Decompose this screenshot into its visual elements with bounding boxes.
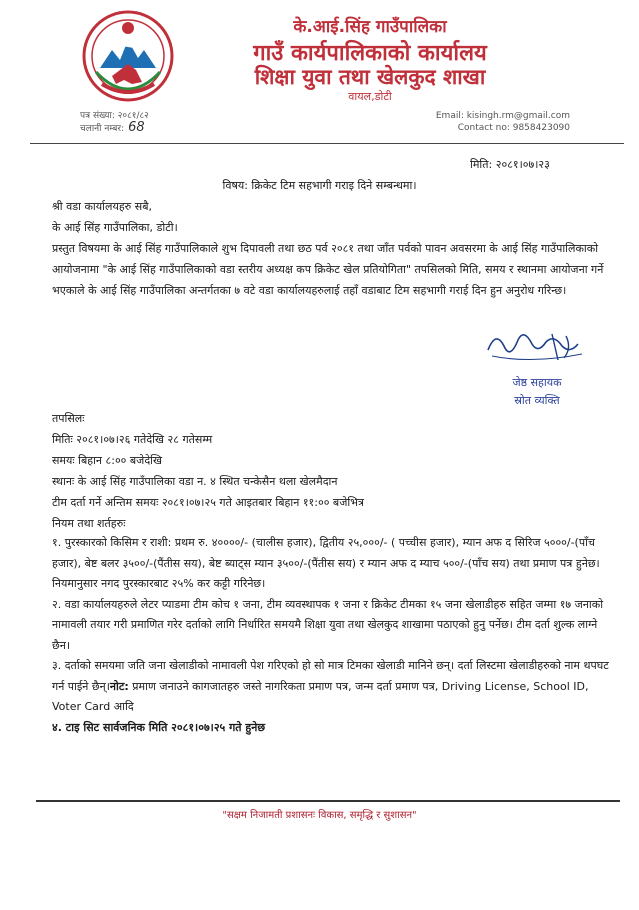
org-name: के.आई.सिंह गाउँपालिका bbox=[293, 17, 447, 37]
office-location: वायल,डोटी bbox=[348, 90, 392, 103]
rule-3-note: प्रमाण जनाउने कागजातहरु जस्ते नागरिकता प्रमाण पत्र, जन्म दर्ता प्रमाण पत्र, Driving License, School ID, Voter Card आदि bbox=[52, 679, 589, 713]
signature-label-1: जेष्ठ सहायक bbox=[512, 376, 562, 389]
contact-info bbox=[420, 110, 570, 134]
contact-number: Contact no: 9858423090 bbox=[457, 123, 570, 133]
footer-slogan: "सक्षम निजामती प्रशासनः विकास, समृद्धि र सुशासन" bbox=[222, 810, 417, 821]
detail-venue: स्थानः के आई सिंह गाउँपालिका वडा न. ४ स्थित चन्केसैन थला खेलमैदान bbox=[52, 475, 338, 488]
subject-line: विषय: क्रिकेट टिम सहभागी गराइ दिने सम्बन्धमा। bbox=[222, 179, 417, 192]
footer-divider bbox=[36, 800, 620, 802]
rules-list bbox=[52, 533, 614, 738]
header-divider bbox=[30, 143, 624, 144]
branch-name: शिक्षा युवा तथा खेलकुद शाखा bbox=[254, 65, 486, 89]
addressee-line-1: श्री वडा कार्यालयहरु सबै, bbox=[52, 200, 152, 213]
rule-3 bbox=[52, 656, 614, 718]
letter-reference bbox=[80, 110, 149, 135]
patra-sankhya: पत्र संख्या: २०८१/८२ bbox=[80, 111, 149, 121]
detail-time: समयः बिहान ८:०० बजेदेखि bbox=[52, 454, 163, 467]
rule-3-text: ३. दर्ताको समयमा जति जना खेलाडीको नामावली पेश गरिएको हो सो मात्र टिमका खेलाडी मानिने छन्। दर्ता लिस्टमा खेलाडीहरुको नाम थपघट गर्न पाईने छैन्। bbox=[52, 659, 609, 693]
details-block bbox=[52, 408, 612, 534]
rule-2: २. वडा कार्यालयहरुले लेटर प्याडमा टीम कोच १ जना, टीम व्यवस्थापक १ जना र क्रिकेट टीमका १५ जना खेलाडीहरु सहित जम्मा १७ जनाको नामावली तयार गरी प्रमाणित गरेर दर्ताको लागि निर्धारित समयमै शिक्षा युवा तथा खेलकुद शाखामा पठाएको हुनु पर्नेछ। टीम दर्ता शुल्क लाग्ने छैन। bbox=[52, 597, 604, 652]
rule-1: १. पुरस्कारको किसिम र राशी: प्रथम रु. ४००००/- (चालीस हजार), द्वितीय २५,०००/- ( पच्चीस हजार), म्यान अफ द सिरिज ५०००/-(पाँच हजार), बेष्ट बलर ३५००/-(पैंतीस सय), बेष्ट ब्याट्स म्यान ३५००/-(पैंतीस सय) र म्यान अफ द म्याच ५००/-(पाँच सय) तथा प्रमाण पत्र हुनेछ। नियमानुसार नगद पुरस्कारबाट २५% कर कट्टी गरिनेछ। bbox=[52, 536, 600, 590]
chalani-number bbox=[80, 122, 149, 135]
chalani-value: 68 bbox=[128, 120, 145, 135]
chalani-label: चलानी नम्बर: bbox=[80, 124, 125, 134]
rule-3-note-label: नोट: bbox=[109, 679, 129, 693]
rules-heading: नियम तथा शर्तहरुः bbox=[52, 517, 126, 530]
body-paragraph: प्रस्तुत विषयमा के आई सिंह गाउँपालिकाले शुभ दिपावली तथा छठ पर्व २०८१ तथा जाँत पर्वको पावन अवसरमा के आई सिंह गाउँपालिकाको आयोजनामा "के आई सिंह गाउँपालिकाको वडा स्तरीय अध्यक्ष कप क्रिकेट खेल प्रतियोगिता" तपसिलको मिति, समय र स्थानमा आयोजना गर्ने भएकाले के आई सिंह गाउँपालिका अन्तर्गतका ७ वटे वडा कार्यालयहरुलाई तहाँ वडाबाट टिम सहभागी गराई दिन हुन अनुरोध गरिन्छ। bbox=[52, 242, 604, 297]
rule-4: ४. टाइ सिट सार्वजनिक मिति २०८१।०७।२५ गते हुनेछ bbox=[52, 720, 266, 734]
letter-date: मिति: २०८१।०७।२३ bbox=[470, 158, 550, 171]
signature-label-2: स्रोत व्यक्ति bbox=[514, 394, 560, 407]
detail-date: मितिः २०८१।०७।२६ गतेदेखि २८ गतेसम्म bbox=[52, 433, 213, 446]
details-heading: तपसिलः bbox=[52, 412, 85, 425]
nepal-emblem-icon bbox=[82, 10, 174, 102]
addressee-line-2: के आई सिंह गाउँपालिका, डोटी। bbox=[52, 221, 178, 234]
detail-deadline: टीम दर्ता गर्ने अन्तिम समयः २०८१।०७।२५ गते आइतबार बिहान ११:०० बजेभित्र bbox=[52, 496, 365, 509]
email: Email: kisingh.rm@gmail.com bbox=[435, 111, 570, 121]
office-name: गाउँ कार्यपालिकाको कार्यालय bbox=[253, 41, 487, 66]
signature-stamp bbox=[482, 320, 592, 410]
